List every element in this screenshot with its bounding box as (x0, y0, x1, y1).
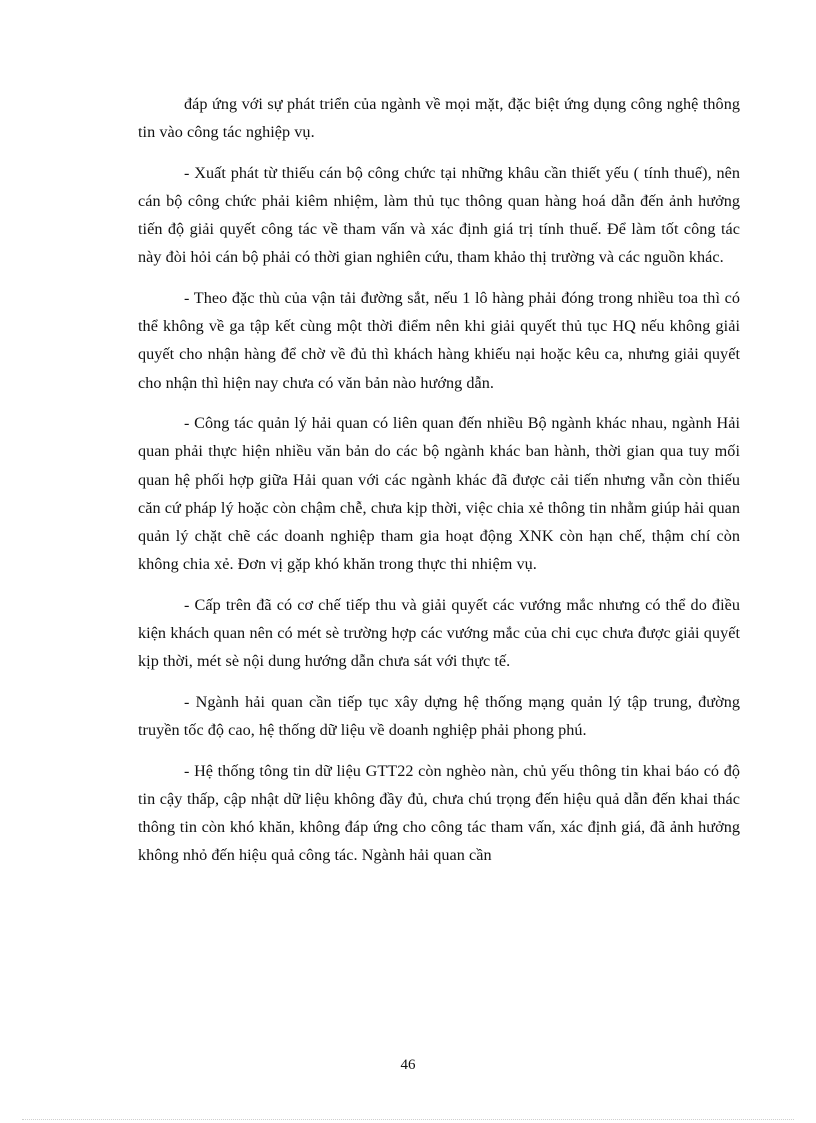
page-bottom-divider (22, 1119, 794, 1120)
paragraph-staff-shortage: - Xuất phát từ thiếu cán bộ công chức tại những khâu cần thiết yếu ( tính thuế), nên cán bộ công chức phải kiêm nhiệm, làm thủ tục thông quan hàng hoá dẫn đến ảnh hưởng tiến độ giải quyết công tác về tham vấn và xác định giá trị tính thuế. Để làm tốt công tác này đòi hỏi cán bộ phải có thời gian nghiên cứu, tham khảo thị trường và các nguồn khác. (138, 163, 740, 267)
paragraph-network-system: - Ngành hải quan cần tiếp tục xây dựng hệ thống mạng quản lý tập trung, đường truyền tốc độ cao, hệ thống dữ liệu về doanh nghiệp phải phong phú. (138, 692, 740, 740)
paragraph-gtt22-database: - Hệ thống tông tin dữ liệu GTT22 còn nghèo nàn, chủ yếu thông tin khai báo có độ tin cậy thấp, cập nhật dữ liệu không đầy đủ, chưa chú trọng đến hiệu quả dẫn đến khai thác thông tin còn khó khăn, không đáp ứng cho công tác tham vấn, xác định giá, đã ảnh hưởng không nhỏ đến hiệu quả công tác. Ngành hải quan cần (138, 761, 740, 865)
paragraph-superior-guidance: - Cấp trên đã có cơ chế tiếp thu và giải quyết các vướng mắc nhưng có thể do điều kiện khách quan nên có mét sè trường hợp các vướng mắc của chi cục chưa được giải quyết kịp thời, mét sè nội dung hướng dẫn chưa sát với thực tế. (138, 595, 740, 671)
paragraph-continuation: đáp ứng với sự phát triển của ngành về mọi mặt, đặc biệt ứng dụng công nghệ thông tin vào công tác nghiệp vụ. (138, 95, 740, 142)
paragraph-railway-transport: - Theo đặc thù của vận tải đường sắt, nếu 1 lô hàng phải đóng trong nhiều toa thì có thể không về ga tập kết cùng một thời điểm nên khi giải quyết thủ tục HQ nếu không giải quyết cho nhận hàng để chờ về đủ thì khách hàng khiếu nại hoặc kêu ca, nhưng giải quyết cho nhận thì hiện nay chưa có văn bản nào hướng dẫn. (138, 289, 740, 392)
paragraph-interagency-coordination: - Công tác quản lý hải quan có liên quan đến nhiều Bộ ngành khác nhau, ngành Hải quan phải thực hiện nhiều văn bản do các bộ ngành khác ban hành, thời gian qua tuy mối quan hệ phối hợp giữa Hải quan với các ngành khác đã được cải tiến nhưng vẫn còn thiếu căn cứ pháp lý hoặc còn chậm chễ, chưa kịp thời, việc chia xẻ thông tin nhằm giúp hải quan quản lý chặt chẽ các doanh nghiệp tham gia hoạt động XNK còn hạn chế, thậm chí còn không chia xẻ. Đơn vị gặp khó khăn trong thực thi nhiệm vụ. (138, 414, 740, 574)
body-text (138, 90, 740, 869)
page-number: 46 (400, 1057, 416, 1073)
